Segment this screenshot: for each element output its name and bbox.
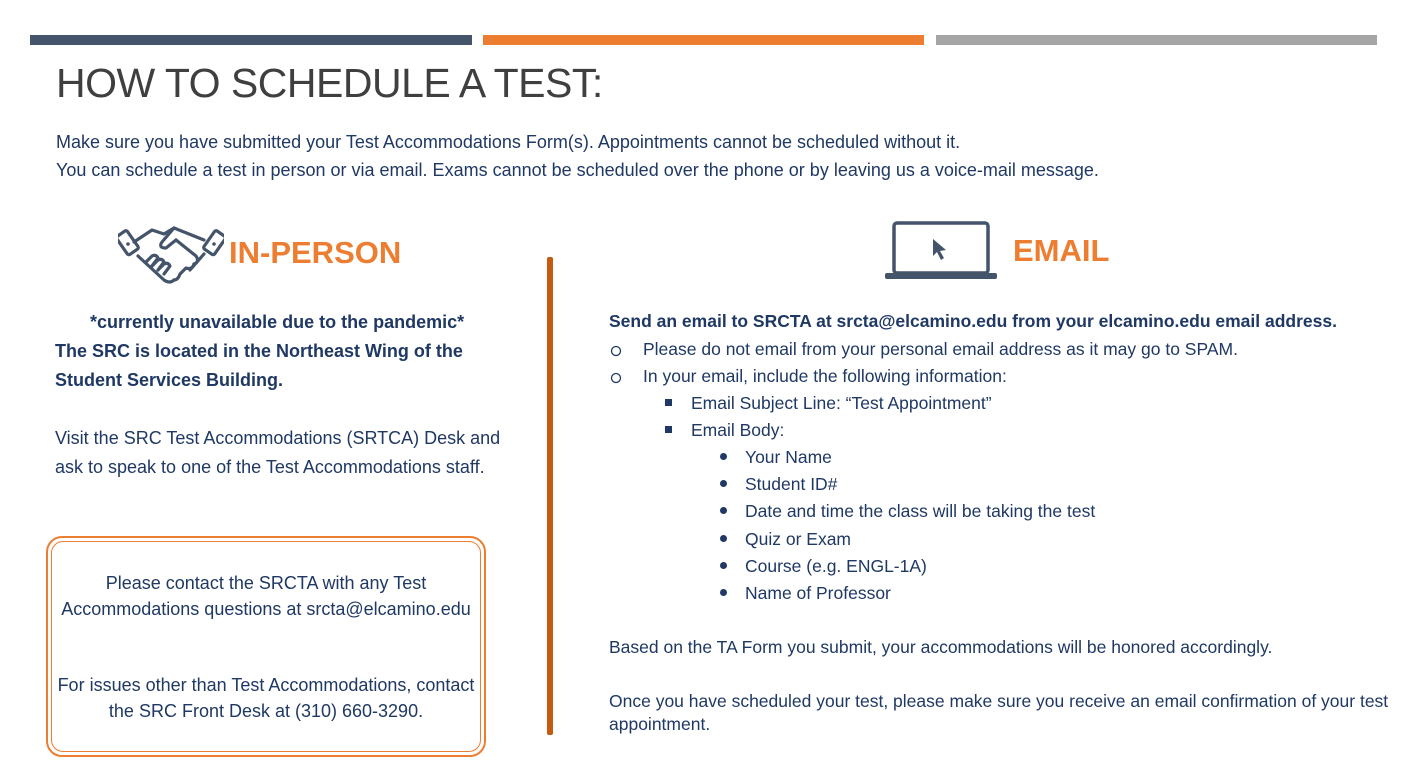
based-on-form-text: Based on the TA Form you submit, your accommodations will be honored accordingly. — [609, 637, 1273, 657]
send-email-instruction: Send an email to SRCTA at srcta@elcamino.edu from your elcamino.edu email address. — [609, 311, 1337, 331]
top-bar-orange — [483, 35, 924, 45]
intro-line-1: Make sure you have submitted your Test Accommodations Form(s). Appointments cannot be scheduled without it. — [56, 132, 961, 152]
laptop-cursor-icon — [884, 220, 998, 282]
body-field-item: Name of Professor — [745, 583, 891, 603]
body-field-item: Your Name — [745, 447, 832, 467]
body-field-item: Quiz or Exam — [745, 529, 851, 549]
dot-bullet-icon — [720, 480, 727, 487]
circle-bullet-icon — [610, 345, 622, 357]
body-field-item: Course (e.g. ENGL-1A) — [745, 556, 927, 576]
vertical-divider — [547, 257, 553, 735]
contact-text-questions: Please contact the SRCTA with any Test Accommodations questions at srcta@elcamino.edu — [61, 573, 471, 619]
body-field-item: Date and time the class will be taking the test — [745, 501, 1096, 521]
in-person-heading: IN-PERSON — [229, 235, 402, 270]
handshake-icon — [118, 218, 224, 288]
email-subitem-body: Email Body: — [691, 420, 785, 440]
visit-text: Visit the SRC Test Accommodations (SRTCA) Desk and ask to speak to one of the Test Accommodations staff. — [55, 428, 501, 477]
confirmation-text: Once you have scheduled your test, please make sure you receive an email confirmation of your test appointment. — [609, 691, 1389, 734]
unavailable-notice: *currently unavailable due to the pandemic* — [90, 312, 465, 332]
dot-bullet-icon — [720, 589, 727, 596]
top-bar-gray — [936, 35, 1377, 45]
dot-bullet-icon — [720, 453, 727, 460]
square-bullet-icon — [665, 426, 672, 433]
dot-bullet-icon — [720, 507, 727, 514]
square-bullet-icon — [665, 399, 672, 406]
email-subitem-subject: Email Subject Line: “Test Appointment” — [691, 393, 992, 413]
email-item-include: In your email, include the following information: — [643, 366, 1007, 386]
location-text: The SRC is located in the Northeast Wing of the Student Services Building. — [55, 341, 463, 390]
page-title: HOW TO SCHEDULE A TEST: — [56, 60, 603, 106]
dot-bullet-icon — [720, 535, 727, 542]
contact-text-front-desk: For issues other than Test Accommodations, contact the SRC Front Desk at (310) 660-3290. — [57, 675, 475, 721]
top-bar-dark — [30, 35, 472, 45]
circle-bullet-icon — [610, 372, 622, 384]
body-field-item: Student ID# — [745, 474, 838, 494]
intro-line-2: You can schedule a test in person or via email. Exams cannot be scheduled over the phone or by leaving us a voice-mail message. — [56, 160, 1099, 180]
dot-bullet-icon — [720, 562, 727, 569]
email-item-spam: Please do not email from your personal email address as it may go to SPAM. — [643, 339, 1238, 359]
email-heading: EMAIL — [1013, 233, 1110, 268]
